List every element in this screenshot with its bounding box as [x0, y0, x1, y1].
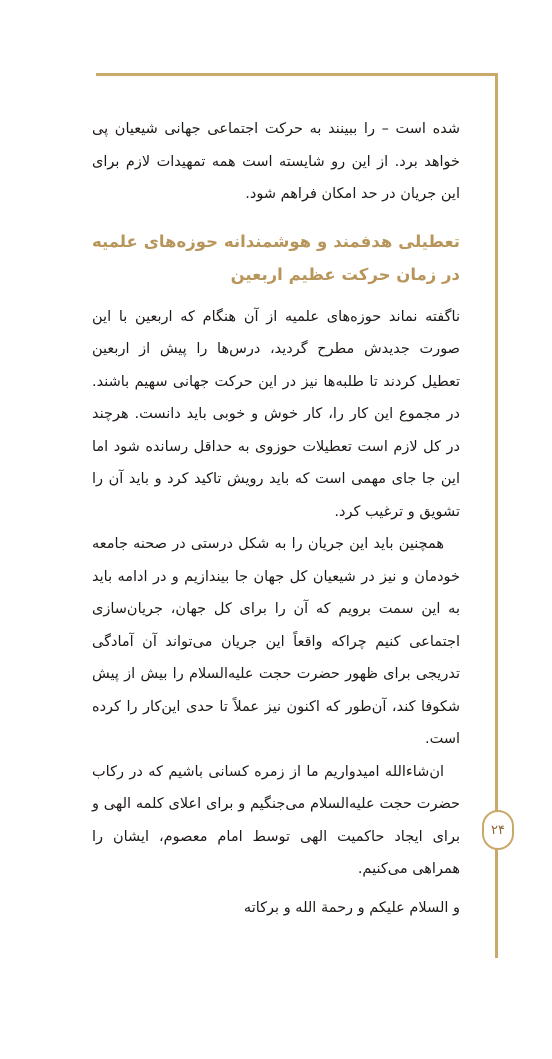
body-paragraph-1: ناگفته نماند حوزه‌های علمیه از آن هنگام که اربعین با این صورت جدیدش مطرح گردید، درس‌ها را پیش از اربعین تعطیل کردند تا طلبه‌ها نیز در این حرکت جهانی سهیم باشند. در مجموع این کار را، کار خوش و خوبی باید دانست. هرچند در کل لازم است تعطیلات حوزوی به حداقل رسانده شود اما این جا جای مهمی است که باید رویش تاکید کرد و باید آن را تشویق و ترغیب کرد.: [92, 308, 460, 520]
intro-paragraph: شده است – را ببینند به حرکت اجتماعی جهانی شیعیان پی خواهد برد. از این رو شایسته است همه تمهیدات لازم برای این جریان در حد امکان فراهم شود.: [92, 121, 460, 202]
section-heading: تعطیلی هدفمند و هوشمندانه حوزه‌های علمیه در زمان حرکت عظیم اربعین: [92, 231, 460, 284]
page-number: ۲۴: [491, 822, 505, 838]
page-number-badge: [482, 810, 514, 850]
body-paragraph-2: همچنین باید این جریان را به شکل درستی در صحنه جامعه خودمان و نیز در شیعیان کل جهان جا بیندازیم و در ادامه باید به این سمت برویم که آن را برای کل جهان، جریان‌سازی اجتماعی کنیم چراکه واقعاً این جریان می‌تواند آن آمادگی تدریجی برای ظهور حضرت حجت علیه‌السلام را بیش از پیش شکوفا کند، آن‌طور که اکنون نیز عملاً تا حدی این‌کار را کرده است.: [92, 536, 460, 747]
closing-salutation: و السلام علیکم و رحمة الله و برکاته: [243, 899, 460, 916]
page-content: [92, 113, 460, 924]
body-paragraph-3: ان‌شاءالله امیدواریم ما از زمره کسانی باشیم که در رکاب حضرت حجت علیه‌السلام می‌جنگیم و برای اعلای کلمه الهی و برای ایجاد حاکمیت الهی توسط امام معصوم، ایشان را همراهی می‌کنیم.: [92, 763, 460, 877]
top-border-rule: [96, 73, 498, 76]
